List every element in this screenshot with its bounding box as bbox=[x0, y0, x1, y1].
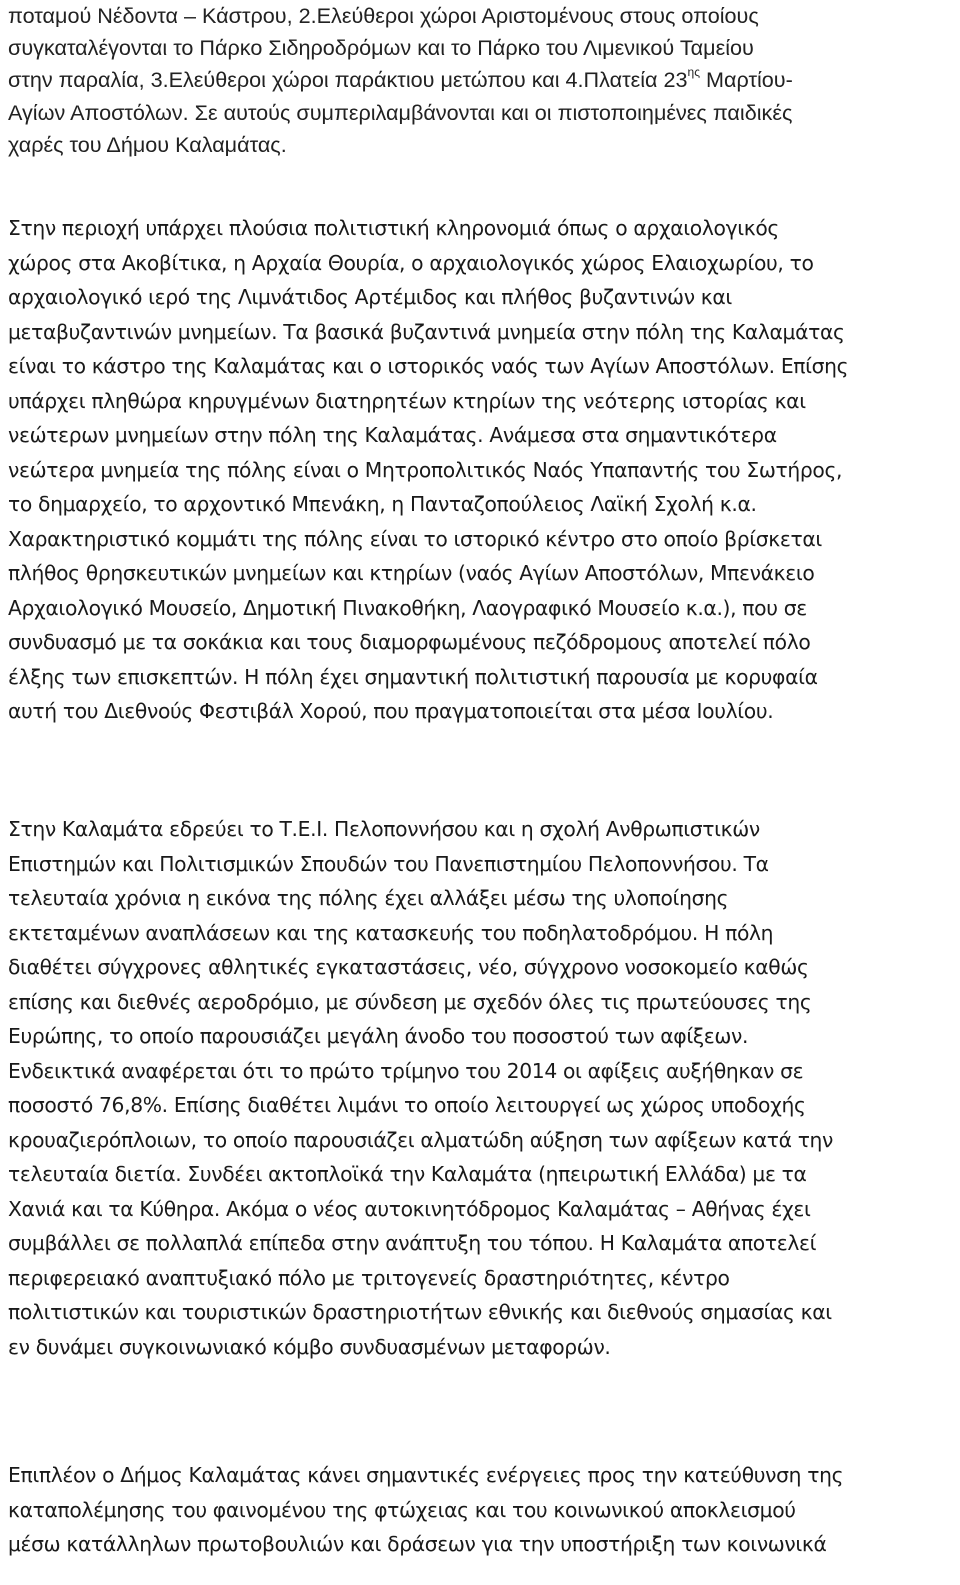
text-line: ποσοστό 76,8%. Επίσης διαθέτει λιμάνι το οποίο λειτουργεί ως χώρος υποδοχής bbox=[8, 1093, 806, 1117]
text-line: εν δυνάμει συγκοινωνιακό κόμβο συνδυασμένων μεταφορών. bbox=[8, 1334, 611, 1359]
text-line: Επιπλέον ο Δήμος Καλαμάτας κάνει σημαντικές ενέργειες προς την κατεύθυνση της bbox=[8, 1463, 844, 1487]
text-line: τελευταία διετία. Συνδέει ακτοπλοϊκά την Καλαμάτα (ηπειρωτική Ελλάδα) με τα bbox=[8, 1162, 807, 1186]
text-line: αυτή του Διεθνούς Φεστιβάλ Χορού, που πραγματοποιείται στα μέσα Ιουλίου. bbox=[8, 699, 774, 723]
text-line: Ευρώπης, το οποίο παρουσιάζει μεγάλη άνοδο του ποσοστού των αφίξεων. bbox=[8, 1024, 749, 1048]
text-line: αρχαιολογικό ιερό της Λιμνάτιδος Αρτέμιδος και πλήθος βυζαντινών και bbox=[8, 285, 732, 309]
superscript: ης bbox=[687, 65, 700, 80]
text-line: πολιτιστικών και τουριστικών δραστηριοτήτων εθνικής και διεθνούς σημασίας και bbox=[8, 1300, 832, 1324]
paragraph-open-spaces bbox=[8, 0, 958, 161]
text-line: είναι το κάστρο της Καλαμάτας και ο ιστορικός ναός των Αγίων Αποστόλων. Επίσης bbox=[8, 354, 849, 378]
text-line: συμβάλλει σε πολλαπλά επίπεδα στην ανάπτυξη του τόπου. Η Καλαμάτα αποτελεί bbox=[8, 1231, 817, 1255]
text-line: νεώτερων μνημείων στην πόλη της Καλαμάτας. Ανάμεσα στα σημαντικότερα bbox=[8, 423, 777, 447]
text-line: Χαρακτηριστικό κομμάτι της πόλης είναι το ιστορικό κέντρο στο οποίο βρίσκεται bbox=[8, 526, 822, 551]
paragraph-social-inclusion bbox=[8, 1458, 958, 1562]
text-line: χαρές του Δήμου Καλαμάτας. bbox=[8, 131, 287, 157]
text-line-with-superscript bbox=[8, 64, 958, 96]
text-line: Αρχαιολογικό Μουσείο, Δημοτική Πινακοθήκη, Λαογραφικό Μουσείο κ.α.), που σε bbox=[8, 595, 807, 620]
text-line: χώρος στα Ακοβίτικα, η Αρχαία Θουρία, ο αρχαιολογικός χώρος Ελαιοχωρίου, το bbox=[8, 250, 814, 275]
text-line: το δημαρχείο, το αρχοντικό Μπενάκη, η Πανταζοπούλειος Λαϊκή Σχολή κ.α. bbox=[8, 492, 757, 516]
text-line: υπάρχει πληθώρα κηρυγμένων διατηρητέων κτηρίων της νεότερης ιστορίας και bbox=[8, 388, 806, 413]
text-line: τελευταία χρόνια η εικόνα της πόλης έχει αλλάξει μέσω της υλοποίησης bbox=[8, 886, 729, 910]
text-line: καταπολέμησης του φαινομένου της φτώχειας και του κοινωνικού αποκλεισμού bbox=[8, 1497, 796, 1522]
text-line: νεώτερα μνημεία της πόλης είναι ο Μητροπολιτικός Ναός Υπαπαντής του Σωτήρος, bbox=[8, 457, 843, 482]
text-line: ποταμού Νέδοντα – Κάστρου, 2.Ελεύθεροι χώροι Αριστομένους στους οποίους bbox=[8, 3, 759, 28]
text-line: Χανιά και τα Κύθηρα. Ακόμα ο νέος αυτοκινητόδρομος Καλαμάτας – Αθήνας έχει bbox=[8, 1196, 811, 1221]
text-line: Αγίων Αποστόλων. Σε αυτούς συμπεριλαμβάνονται και οι πιστοποιημένες παιδικές bbox=[8, 99, 793, 125]
text-line: έλξης των επισκεπτών. Η πόλη έχει σημαντική πολιτιστική παρουσία με κορυφαία bbox=[8, 664, 818, 689]
text-line: Στην Καλαμάτα εδρεύει το Τ.Ε.Ι. Πελοποννήσου και η σχολή Ανθρωπιστικών bbox=[8, 817, 760, 841]
text-line: πλήθος θρησκευτικών μνημείων και κτηρίων (ναός Αγίων Αποστόλων, Μπενάκειο bbox=[8, 561, 815, 585]
text-run: στην παραλία, 3.Ελεύθεροι χώροι παράκτιου μετώπου και 4.Πλατεία 23 bbox=[8, 67, 688, 93]
text-run: Μαρτίου- bbox=[700, 67, 793, 93]
text-line: συνδυασμό με τα σοκάκια και τους διαμορφωμένους πεζόδρομους αποτελεί πόλο bbox=[8, 630, 811, 654]
text-line: συγκαταλέγονται το Πάρκο Σιδηροδρόμων και το Πάρκο του Λιμενικού Ταμείου bbox=[8, 35, 754, 61]
text-line: μέσω κατάλληλων πρωτοβουλιών και δράσεων για την υποστήριξη των κοινωνικά bbox=[8, 1532, 827, 1556]
paragraph-cultural-heritage bbox=[8, 211, 958, 729]
paragraph-education-infrastructure bbox=[8, 812, 958, 1364]
text-line: εκτεταμένων αναπλάσεων και της κατασκευής του ποδηλατοδρόμου. Η πόλη bbox=[8, 920, 774, 945]
text-line: μεταβυζαντινών μνημείων. Τα βασικά βυζαντινά μνημεία στην πόλη της Καλαμάτας bbox=[8, 319, 845, 344]
text-line: κρουαζιερόπλοιων, το οποίο παρουσιάζει αλματώδη αύξηση των αφίξεων κατά την bbox=[8, 1127, 834, 1152]
text-line: περιφερειακό αναπτυξιακό πόλο με τριτογενείς δραστηριότητες, κέντρο bbox=[8, 1265, 730, 1290]
text-line: Στην περιοχή υπάρχει πλούσια πολιτιστική κληρονομιά όπως ο αρχαιολογικός bbox=[8, 216, 779, 240]
text-line: Ενδεικτικά αναφέρεται ότι το πρώτο τρίμηνο του 2014 οι αφίξεις αυξήθηκαν σε bbox=[8, 1058, 804, 1083]
text-line: Επιστημών και Πολιτισμικών Σπουδών του Πανεπιστημίου Πελοποννήσου. Τα bbox=[8, 851, 769, 876]
text-line: επίσης και διεθνές αεροδρόμιο, με σύνδεση με σχεδόν όλες τις πρωτεύουσες της bbox=[8, 989, 812, 1014]
text-line: διαθέτει σύγχρονες αθλητικές εγκαταστάσεις, νέο, σύγχρονο νοσοκομείο καθώς bbox=[8, 955, 809, 979]
